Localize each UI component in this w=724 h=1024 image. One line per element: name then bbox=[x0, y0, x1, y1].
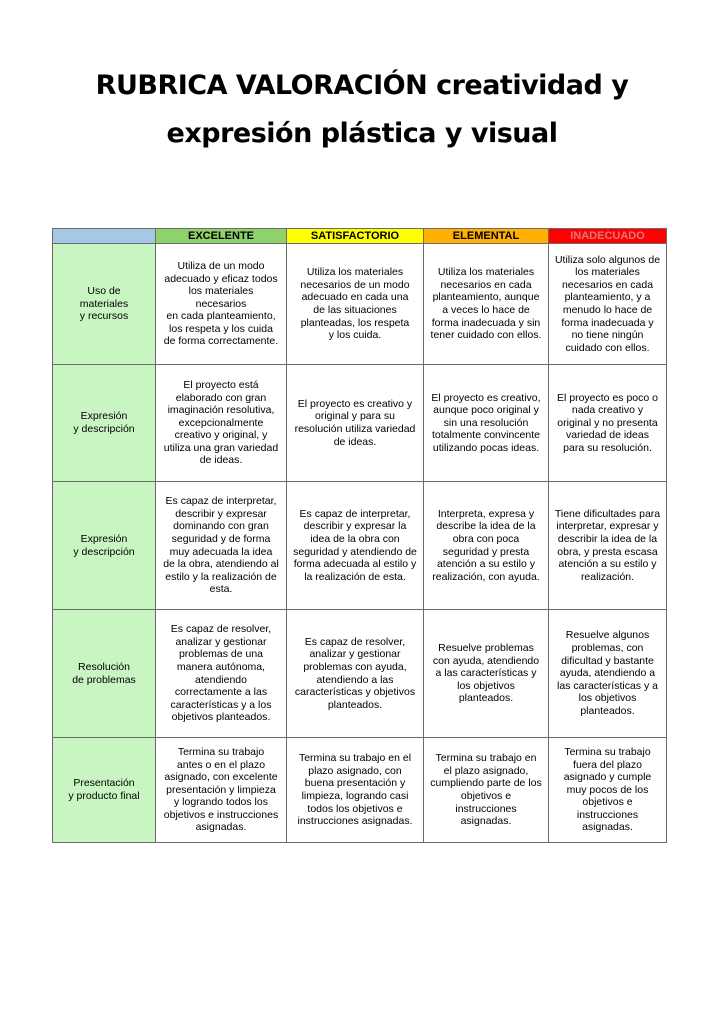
inadecuado-cell: El proyecto es poco o nada creativo y original y no presenta variedad de ideas para su resolución. bbox=[549, 365, 667, 482]
table-row bbox=[53, 738, 667, 843]
inadecuado-cell: Utiliza solo algunos de los materiales necesarios en cada planteamiento, y a menudo lo hace de forma inadecuada y no tiene ningún cuidado con ellos. bbox=[549, 244, 667, 365]
inadecuado-cell: Resuelve algunos problemas, con dificultad y bastante ayuda, atendiendo a las características y a los objetivos planteados. bbox=[549, 610, 667, 738]
table-row bbox=[53, 244, 667, 365]
satisfactorio-cell: Termina su trabajo en el plazo asignado, con buena presentación y limpieza, logrando casi todos los objetivos e instrucciones asignadas. bbox=[287, 738, 424, 843]
elemental-cell: Termina su trabajo en el plazo asignado, cumpliendo parte de los objetivos e instrucciones asignadas. bbox=[424, 738, 549, 843]
satisfactorio-cell: Es capaz de resolver, analizar y gestionar problemas con ayuda, atendiendo a las características y objetivos planteados. bbox=[287, 610, 424, 738]
elemental-cell: Resuelve problemas con ayuda, atendiendo a las características y los objetivos planteados. bbox=[424, 610, 549, 738]
header-blank bbox=[53, 229, 156, 244]
elemental-cell: Interpreta, expresa y describe la idea de la obra con poca seguridad y presta atención a su estilo y realización, con ayuda. bbox=[424, 482, 549, 610]
header-row bbox=[53, 229, 667, 244]
table-row bbox=[53, 610, 667, 738]
satisfactorio-cell: Utiliza los materiales necesarios de un modo adecuado en cada una de las situaciones planteadas, los respeta y los cuida. bbox=[287, 244, 424, 365]
title-line-1: RUBRICA VALORACIÓN creatividad y bbox=[95, 70, 629, 101]
rubric-table bbox=[52, 228, 667, 843]
rubric-body bbox=[53, 244, 667, 843]
title-line-2: expresión plástica y visual bbox=[166, 118, 558, 149]
excelente-cell: Termina su trabajo antes o en el plazo asignado, con excelente presentación y limpieza y logrando todos los objetivos e instrucciones asignadas. bbox=[156, 738, 287, 843]
inadecuado-cell: Tiene dificultades para interpretar, expresar y describir la idea de la obra, y presta escasa atención a su estilo y realización. bbox=[549, 482, 667, 610]
header-satisfactorio: SATISFACTORIO bbox=[287, 229, 424, 244]
header-inadecuado: INADECUADO bbox=[549, 229, 667, 244]
document-title bbox=[0, 62, 724, 158]
criterion-cell: Expresión y descripción bbox=[53, 482, 156, 610]
table-row bbox=[53, 482, 667, 610]
inadecuado-cell: Termina su trabajo fuera del plazo asignado y cumple muy pocos de los objetivos e instrucciones asignadas. bbox=[549, 738, 667, 843]
criterion-cell: Presentación y producto final bbox=[53, 738, 156, 843]
excelente-cell: Es capaz de interpretar, describir y expresar dominando con gran seguridad y de forma muy adecuada la idea de la obra, atendiendo al estilo y la realización de esta. bbox=[156, 482, 287, 610]
excelente-cell: El proyecto está elaborado con gran imaginación resolutiva, excepcionalmente creativo y original, y utiliza una gran variedad de ideas. bbox=[156, 365, 287, 482]
table-row bbox=[53, 365, 667, 482]
criterion-cell: Uso de materiales y recursos bbox=[53, 244, 156, 365]
criterion-cell: Resolución de problemas bbox=[53, 610, 156, 738]
excelente-cell: Es capaz de resolver, analizar y gestionar problemas de una manera autónoma, atendiendo correctamente a las características y a los objetivos planteados. bbox=[156, 610, 287, 738]
elemental-cell: El proyecto es creativo, aunque poco original y sin una resolución totalmente convincente utilizando pocas ideas. bbox=[424, 365, 549, 482]
header-excelente: EXCELENTE bbox=[156, 229, 287, 244]
excelente-cell: Utiliza de un modo adecuado y eficaz todos los materiales necesarios en cada planteamiento, los respeta y los cuida de forma correctamente. bbox=[156, 244, 287, 365]
header-elemental: ELEMENTAL bbox=[424, 229, 549, 244]
elemental-cell: Utiliza los materiales necesarios en cada planteamiento, aunque a veces lo hace de forma inadecuada y sin tener cuidado con ellos. bbox=[424, 244, 549, 365]
satisfactorio-cell: El proyecto es creativo y original y para su resolución utiliza variedad de ideas. bbox=[287, 365, 424, 482]
satisfactorio-cell: Es capaz de interpretar, describir y expresar la idea de la obra con seguridad y atendiendo de forma adecuada al estilo y la realización de esta. bbox=[287, 482, 424, 610]
criterion-cell: Expresión y descripción bbox=[53, 365, 156, 482]
